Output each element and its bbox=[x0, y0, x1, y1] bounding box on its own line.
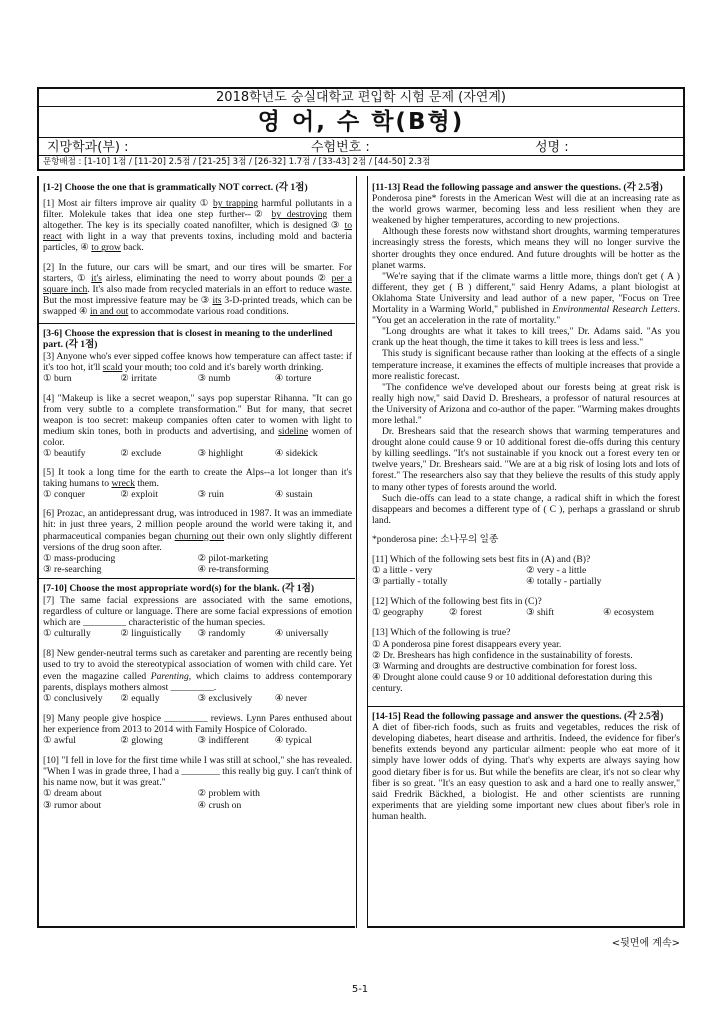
passage-paragraph: A diet of fiber-rich foods, such as fruits and vegetables, reduces the risk of developing diabetes, heart disease and arthritis. Indeed, the evidence for fiber's benefits extends beyond any particular ailment: people who eat more of it simply have lower odds of dying. That's why experts are always saying how good dietary fiber is for us. But while the benefits are clear, it's not so clear why fiber is so great. "It's an easy question to ask and a hard one to really answer," said Fredrik Bäckhed, a biologist. He and other scientists are running experiments that are yielding some important new clues about fiber's role in human health. bbox=[372, 722, 680, 822]
page-number: 5-1 bbox=[351, 984, 369, 995]
section-separator bbox=[39, 323, 355, 324]
option[interactable]: ③ re-searching bbox=[43, 563, 102, 575]
option[interactable]: ③ indifferent bbox=[197, 735, 249, 747]
question-11: [11] Which of the following sets best fits in (A) and (B)? bbox=[372, 554, 591, 565]
passage-paragraph: "Long droughts are what it takes to kill trees," Dr. Adams said. "As you crank up the heat though, the time it takes to kill trees is less and less." bbox=[372, 326, 680, 349]
question-9: [9] Many people give hospice _________ reviews. Lynn Pares enthused about her experience from 2013 to 2014 with Family Hospice of Colorado. bbox=[43, 712, 352, 735]
option[interactable]: ④ typical bbox=[274, 735, 312, 747]
option[interactable]: ② pilot-marketing bbox=[197, 552, 269, 564]
question-6: [6] Prozac, an antidepressant drug, was introduced in 1987. It was an immediate hit: in just three years, 2 million people around the world were taking it, and pharmaceutical companies began churning out their own only slightly different versions of the drug soon after. bbox=[43, 508, 352, 553]
section-heading: [7-10] Choose the most appropriate word(s) for the blank. (각 1점) bbox=[43, 582, 315, 594]
option[interactable]: ④ crush on bbox=[197, 799, 242, 811]
option[interactable]: ④ Drought alone could cause 9 or 10 additional deforestation during this century. bbox=[372, 671, 653, 694]
passage-paragraph: Ponderosa pine* forests in the American West will die at an increasing rate as the world grows warmer, becoming less and less resilient when they are weakened by higher temperatures, according to new projections. bbox=[372, 193, 680, 227]
subject-title: 영 어, 수 학(B형) bbox=[257, 109, 465, 135]
question-7: [7] The same facial expressions are associated with the same emotions, regardless of culture or language. There are some facial expressions of emotion which are _________ characteristic of the human species. bbox=[43, 595, 352, 629]
option[interactable]: ② very - a little bbox=[526, 565, 587, 577]
option[interactable]: ① mass-producing bbox=[43, 552, 116, 564]
question-7-options bbox=[43, 628, 352, 639]
option[interactable]: ④ ecosystem bbox=[603, 607, 654, 619]
exam-number-label: 수험번호 : bbox=[311, 140, 370, 155]
question-10: [10] "I fell in love for the first time while I was still at school," she has revealed. "When I was in grade three, I had a ________ this really big guy. I can't think of his name now, but it was great." bbox=[43, 755, 352, 789]
question-3: [3] Anyone who's ever sipped coffee knows how temperature can affect taste: if it's too hot, it'll scald your mouth; too cold and it's barely worth drinking. bbox=[43, 351, 352, 374]
option[interactable]: ① A ponderosa pine forest disappears every year. bbox=[372, 638, 562, 650]
question-4: [4] "Makeup is like a secret weapon," says pop superstar Rihanna. "It can go from very subtle to a complete transformation." But for many, that secret weapon is too secret: makeup companies often cater to women with light to medium skin tones, both in products and advertising, and sideline women of color. bbox=[43, 392, 352, 448]
question-5-options bbox=[43, 489, 352, 500]
column-divider bbox=[356, 176, 357, 928]
option[interactable]: ① beautify bbox=[43, 447, 86, 459]
question-8: [8] New gender-neutral terms such as caretaker and parenting are recently being used to try to avoid the stereotypical association of women with child care. Yet even the magazine called Parenting, which claims to address contemporary parents, displays mothers almost _________. bbox=[43, 648, 352, 693]
name-label: 성명 : bbox=[535, 140, 569, 155]
question-3-options bbox=[43, 373, 352, 384]
passage-paragraph: Although these forests now withstand short droughts, warming temperatures increasingly stress the forests, which means they will no longer survive the shorter droughts they once endured. And future droughts will be hotter as the planet warms. bbox=[372, 226, 680, 271]
question-6-options bbox=[43, 553, 352, 575]
continue-notice: <뒷면에 계속> bbox=[611, 938, 680, 949]
option[interactable]: ④ re-transforming bbox=[197, 563, 269, 575]
department-label: 지망학과(부) : bbox=[47, 140, 129, 155]
question-5: [5] It took a long time for the earth to create the Alps--a lot longer than it's taking humans to wreck them. bbox=[43, 467, 352, 490]
option[interactable]: ④ never bbox=[274, 692, 308, 704]
section-heading: [11-13] Read the following passage and answer the questions. (각 2.5점) bbox=[372, 182, 663, 193]
question-13-options bbox=[372, 639, 680, 694]
question-1: [1] Most air filters improve air quality ① by trapping harmful pollutants in a filter. Molekule takes that idea one step further--② by destroying them altogether. The key is its specially coated nanofilter, which is designed ③ to react with light in a way that prevents toxins, including mold and bacteria particles, ④ to grow back. bbox=[43, 198, 352, 254]
option[interactable]: ③ Warming and droughts are destructive combination for forest loss. bbox=[372, 660, 638, 672]
option[interactable]: ④ totally - partially bbox=[526, 576, 602, 588]
question-12-options bbox=[372, 607, 680, 618]
option[interactable]: ② exclude bbox=[120, 447, 162, 459]
option[interactable]: ① a little - very bbox=[372, 565, 433, 577]
option[interactable]: ④ sustain bbox=[274, 489, 313, 501]
option[interactable]: ② irritate bbox=[120, 373, 157, 385]
passage-paragraph: Such die-offs can lead to a state change, a radical shift in which the forest disappears and becomes a different type of ( C ), perhaps a grassland or shrub land. bbox=[372, 492, 680, 526]
left-column bbox=[37, 176, 355, 928]
passage-paragraph: "The confidence we've developed about our forests being at great risk is really high now," said David D. Breshears, a professor of natural resources at the University of Arizona and co-author of the paper. "Warming makes droughts more lethal." bbox=[372, 381, 680, 426]
passage-paragraph: "We're saying that if the climate warms a little more, things don't get ( A ) different, they get ( B ) different," said Henry Adams, a plant biologist at Oklahoma State University and lead author of a new paper, "Focus on Tree Mortality in a Warming World," published in Environmental Research Letters. "You get an acceleration in the rate of mortality." bbox=[372, 270, 680, 327]
question-2: [2] In the future, our cars will be smart, and our tires will be smarter. For starters, ① it's airless, eliminating the need to worry about pounds ② per a square inch. It's also made from recycled materials in an effort to reduce waste. But the most impressive feature may be ③ its 3-D-printed treads, which can be swapped ④ in and out to accommodate various road conditions. bbox=[43, 261, 352, 317]
right-column bbox=[367, 176, 685, 928]
option[interactable]: ② exploit bbox=[120, 489, 158, 501]
option[interactable]: ① awful bbox=[43, 735, 76, 747]
option[interactable]: ④ torture bbox=[274, 373, 312, 385]
option[interactable]: ② glowing bbox=[120, 735, 163, 747]
option[interactable]: ④ universally bbox=[274, 628, 329, 640]
question-9-options bbox=[43, 735, 352, 746]
section-separator bbox=[368, 706, 683, 707]
option[interactable]: ② Dr. Breshears has high confidence in the sustainability of forests. bbox=[372, 649, 633, 661]
question-4-options bbox=[43, 448, 352, 459]
section-heading: [1-2] Choose the one that is grammatically NOT correct. (각 1점) bbox=[43, 182, 308, 193]
passage-paragraph: This study is significant because rather than looking at the effects of a single temperature increase, it examines the effects of multiple increases that provide a more realistic forecast. bbox=[372, 348, 680, 382]
exam-title: 2018학년도 숭실대학교 편입학 시험 문제 (자연계) bbox=[39, 89, 683, 107]
question-13: [13] Which of the following is true? bbox=[372, 627, 511, 639]
question-8-options bbox=[43, 693, 352, 704]
candidate-info-row bbox=[39, 137, 683, 156]
question-10-options bbox=[43, 788, 352, 810]
option[interactable]: ① conquer bbox=[43, 489, 85, 501]
option[interactable]: ② forest bbox=[449, 607, 482, 619]
section-heading: [14-15] Read the following passage and answer the questions. (각 2.5점) bbox=[372, 711, 664, 723]
option[interactable]: ① dream about bbox=[43, 788, 102, 800]
option[interactable]: ③ ruin bbox=[197, 489, 224, 501]
section-separator bbox=[39, 578, 355, 579]
option[interactable]: ② problem with bbox=[197, 788, 260, 800]
option[interactable]: ③ rumor about bbox=[43, 799, 102, 811]
option[interactable]: ③ exclusively bbox=[197, 692, 253, 704]
option[interactable]: ③ highlight bbox=[197, 447, 244, 459]
option[interactable]: ① burn bbox=[43, 373, 72, 385]
option[interactable]: ② equally bbox=[120, 692, 160, 704]
option[interactable]: ② linguistically bbox=[120, 628, 182, 640]
score-allocation: 문항배점 : [1-10] 1점 / [11-20] 2.5점 / [21-25] 3점 / [26-32] 1.7점 / [33-43] 2점 / [44-50] 2.3점 bbox=[43, 157, 431, 167]
option[interactable]: ③ numb bbox=[197, 373, 231, 385]
question-12: [12] Which of the following best fits in (C)? bbox=[372, 596, 542, 608]
exam-header bbox=[37, 87, 685, 171]
option[interactable]: ① culturally bbox=[43, 628, 91, 640]
option[interactable]: ③ shift bbox=[526, 607, 555, 619]
footnote: *ponderosa pine: 소나무의 일종 bbox=[372, 533, 499, 545]
option[interactable]: ③ randomly bbox=[197, 628, 246, 640]
option[interactable]: ① conclusively bbox=[43, 692, 103, 704]
option[interactable]: ③ partially - totally bbox=[372, 576, 448, 588]
option[interactable]: ① geography bbox=[372, 607, 424, 619]
question-11-options bbox=[372, 565, 680, 587]
section-heading: [3-6] Choose the expression that is closest in meaning to the underlined part. (각 1점) bbox=[43, 328, 333, 351]
option[interactable]: ④ sidekick bbox=[274, 447, 318, 459]
passage-paragraph: Dr. Breshears said that the research shows that warming temperatures and drought alone could cause 9 or 10 additional forest die-offs during this century by killing seedlings. "It's not sustainable if you knock out a forest every ten or twelve years," Dr. Breshears said. "We are at a big risk of losing lots and lots of forest." The researchers also say that they believe the results of this study apply to many other types of forests around the world. bbox=[372, 426, 680, 493]
